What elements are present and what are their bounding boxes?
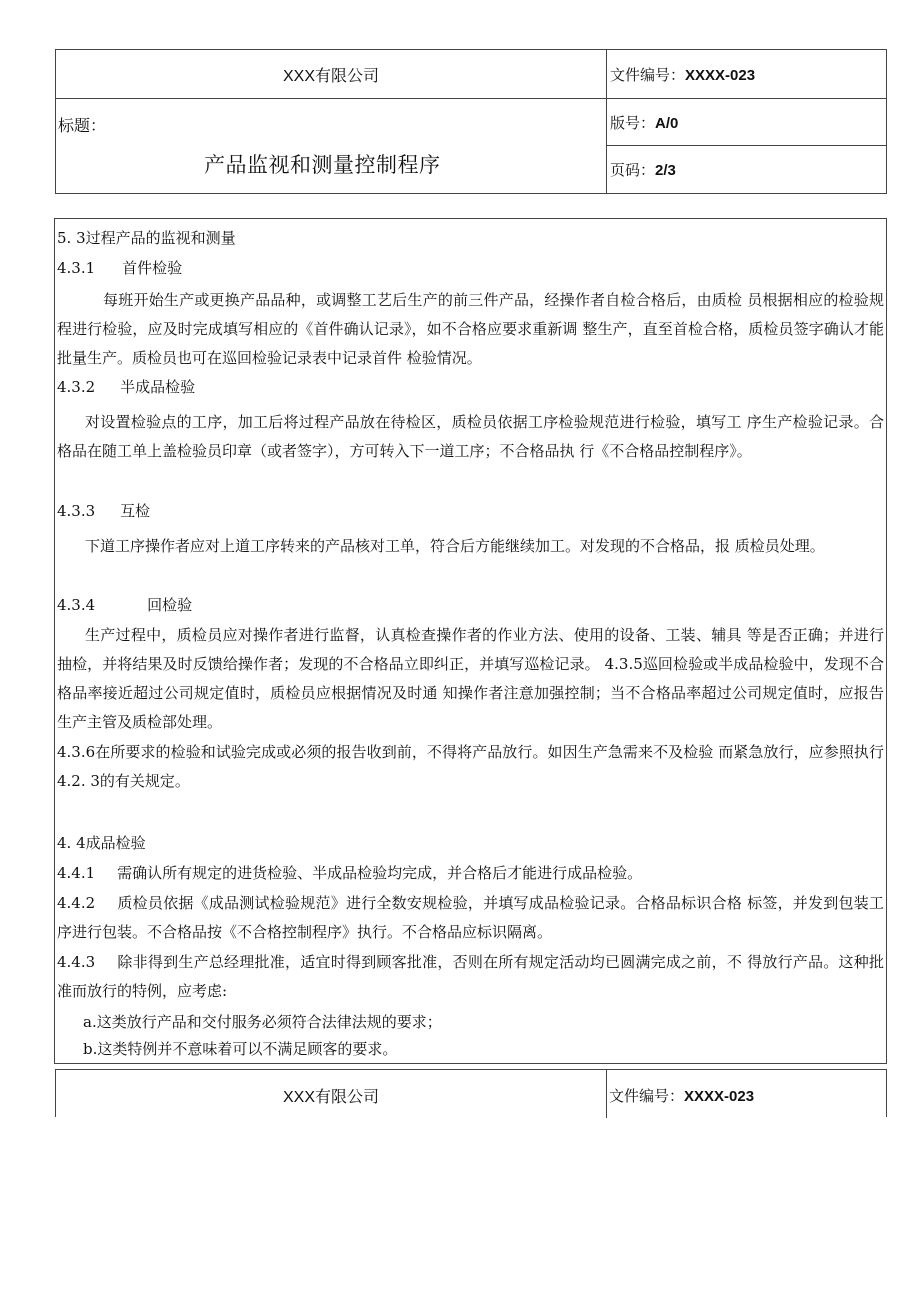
section-heading: 4. 4成品检验 bbox=[57, 834, 146, 852]
paragraph-text: 质检员依据《成品测试检验规范》进行全数安规检验，并填写成品检验记录。合格品标识合格 标签，并发到包装工序进行包装。不合格品按《不合格控制程序》执行。不合格品应标识隔离。 bbox=[57, 894, 884, 941]
paragraph: 生产过程中，质检员应对操作者进行监督，认真检查操作者的作业方法、使用的设备、工装、辅具 等是否正确；并进行抽检，并将结果及时反馈给操作者；发现的不合格品立即纠正，并填写巡检记录。 4.3.5巡回检验或半成品检验中，发现不合格品率接近超过公司规定值时，质检员应根据情况及时通 知操作者注意加强控制；当不合格品率超过公司规定值时，应报告生产主管及质检部处理。 bbox=[57, 626, 884, 731]
title-label: 标题： bbox=[58, 118, 107, 135]
paragraph: 4.3.6在所要求的检验和试验完成或必须的报告收到前，不得将产品放行。如因生产急需来不及检验 而紧急放行，应参照执行4.2. 3的有关规定。 bbox=[57, 743, 884, 790]
subsection-number: 4.3.4 bbox=[57, 596, 96, 614]
subsection-heading bbox=[57, 373, 884, 402]
version-label: 版号： bbox=[610, 114, 656, 132]
paragraph-text: 需确认所有规定的进货检验、半成品检验均完成，并合格后才能进行成品检验。 bbox=[117, 864, 643, 882]
document-title: 产品监视和测量控制程序 bbox=[204, 153, 441, 177]
doc-number-cell bbox=[607, 50, 887, 99]
version-value: A/0 bbox=[655, 114, 679, 132]
paragraph: 每班开始生产或更换产品品种，或调整工艺后生产的前三件产品，经操作者自检合格后，由质检 员根据相应的检验规程进行检验，应及时完成填写相应的《首件确认记录》，如不合格应要求重新调 整生产，直至首检合格，质检员签字确认才能批量生产。质检员也可在巡回检验记录表中记录首件 检验情况。 bbox=[57, 291, 884, 367]
numbered-paragraph bbox=[57, 889, 884, 947]
doc-number-label: 文件编号： bbox=[610, 66, 686, 84]
version-cell bbox=[607, 99, 887, 146]
doc-number: XXXX-023 bbox=[684, 1088, 755, 1105]
column-divider bbox=[606, 1070, 607, 1118]
paragraph-text: 除非得到生产总经理批准，适宜时得到顾客批准，否则在所有规定活动均已圆满完成之前，不 得放行产品。这种批准而放行的特例，应考虑: bbox=[57, 953, 884, 1000]
numbered-paragraph bbox=[57, 948, 884, 1006]
numbered-paragraph bbox=[57, 859, 884, 888]
next-page-header bbox=[55, 1069, 887, 1117]
subsection-number: 4.3.2 bbox=[57, 378, 96, 396]
subsection-number: 4.3.3 bbox=[57, 502, 96, 520]
paragraph: 对设置检验点的工序，加工后将过程产品放在待检区，质检员依据工序检验规范进行检验，填写工 序生产检验记录。合格品在随工单上盖检验员印章（或者签字），方可转入下一道工序；不合格品执 行《不合格品控制程序》。 bbox=[57, 413, 884, 460]
document-body bbox=[54, 218, 887, 1064]
paragraph: 下道工序操作者应对上道工序转来的产品核对工单，符合后方能继续加工。对发现的不合格品，报 质检员处理。 bbox=[85, 537, 825, 555]
subsection-heading bbox=[57, 254, 884, 283]
section-heading: 5. 3过程产品的监视和测量 bbox=[57, 229, 236, 247]
paragraph-number: 4.4.3 bbox=[57, 953, 96, 971]
subsection-title: 半成品检验 bbox=[120, 378, 196, 396]
company-name-cell bbox=[56, 50, 607, 99]
subsection-title: 首件检验 bbox=[122, 259, 183, 277]
doc-number: XXXX-023 bbox=[685, 66, 756, 84]
paragraph-number: 4.4.1 bbox=[57, 864, 96, 882]
page-label: 页码： bbox=[610, 162, 656, 179]
subsection-title: 回检验 bbox=[147, 596, 193, 614]
paragraph-number: 4.4.2 bbox=[57, 894, 96, 912]
page-number: 2/3 bbox=[655, 162, 676, 179]
company-name: XXX有限公司 bbox=[282, 67, 380, 85]
list-item: a.这类放行产品和交付服务必须符合法律法规的要求； bbox=[83, 1013, 442, 1031]
company-name: XXX有限公司 bbox=[282, 1089, 380, 1106]
list-item: b.这类特例并不意味着可以不满足顾客的要求。 bbox=[83, 1040, 398, 1058]
subsection-heading bbox=[57, 591, 884, 620]
doc-number-cell bbox=[609, 1085, 754, 1106]
doc-number-label: 文件编号： bbox=[609, 1088, 685, 1105]
subsection-heading bbox=[57, 497, 884, 526]
subsection-number: 4.3.1 bbox=[57, 259, 96, 277]
title-cell bbox=[56, 99, 607, 194]
page-cell bbox=[607, 146, 887, 194]
document-header bbox=[55, 49, 887, 194]
subsection-title: 互检 bbox=[120, 502, 151, 520]
